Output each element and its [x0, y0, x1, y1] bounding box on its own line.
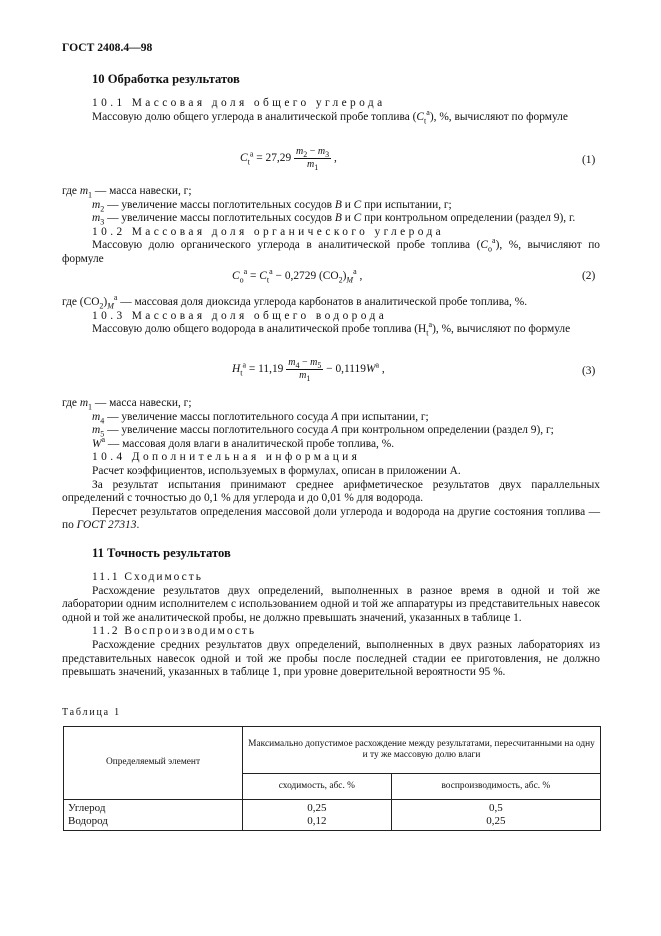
para-11-1-text: Расхождение результатов двух определений, выполненных в разное время в одной и той же лаборатории одним исполнителем с использованием одной и той же аппаратуры из представительных навесок одной и той же аналитической пробы, не должно превышать значений, указанных в таблице 1. — [62, 584, 600, 624]
table-cell-repro: 0,5 — [488, 802, 503, 814]
where-2 — [62, 293, 600, 338]
table-1 — [63, 726, 601, 831]
para-11-2-text: Расхождение средних результатов двух определений, выполненных в двух разных лабораториях из представительных навесок одной и той же пробы после последней стадии ее приготовления, не должно превышать значений, указанных в таблице 1, при уровне доверительной вероятности 95 %. — [62, 638, 600, 679]
where-3-line-3: $m_5$ — увеличение массы поглотительного сосуда A при контрольном определении (раздел 9), г; — [92, 424, 554, 439]
where-1-line-2: $m_2$ — увеличение массы поглотительных сосудов B и C при испытании, г; — [92, 198, 452, 213]
para-11-2-head: 11.2 Воспроизводимость — [92, 625, 257, 638]
table-cell-rep: 0,12 — [307, 815, 327, 827]
table-cell-rep: 0,25 — [307, 802, 327, 814]
where-3-line-2: $m_4$ — увеличение массы поглотительного сосуда A при испытании, г; — [92, 410, 429, 425]
table-cell-element: Водород — [68, 815, 108, 827]
formula-3: $H_t^a = 11,19$ $\frac{m_4 - m_5}{m_1}$ − $0,1119W^a$ , — [232, 357, 385, 383]
where-2-line: где $(CO_2)_M^a$ — массовая доля диоксида углерода карбонатов в аналитической пробе топлива, %. — [62, 293, 528, 311]
where-3 — [62, 397, 600, 533]
para-10-2-text: Массовую долю органического углерода в аналитической пробе топлива $(C_o^a)$, %, вычисляют по формуле — [62, 236, 600, 265]
table-row-repro — [391, 800, 600, 831]
table-header-element: Определяемый элемент — [64, 727, 243, 800]
formula-2-number: (2) — [582, 270, 596, 282]
para-10-4-text-2: За результат испытания принимают среднее арифметическое результатов двух параллельных определений с точностью до 0,1 % для углерода и до 0,01 % для водорода. — [62, 478, 600, 505]
table-caption: Таблица 1 — [62, 707, 121, 718]
where-1 — [62, 185, 600, 267]
where-3-line-1: где $m_1$ — масса навески, г; — [62, 397, 192, 412]
table-cell-element: Углерод — [68, 802, 106, 814]
para-10-4-text-1: Расчет коэффициентов, используемых в формулах, описан в приложении А. — [92, 464, 461, 477]
table-row-elements — [64, 800, 243, 831]
para-10-3-head: 10.3 Массовая доля общего водорода — [92, 309, 388, 322]
para-10-1 — [62, 97, 600, 124]
table-cell-repro: 0,25 — [486, 815, 506, 827]
where-1-line-3: $m_3$ — увеличение массы поглотительных сосудов B и C при контрольном определении (раздел 9), г. — [92, 212, 576, 227]
para-10-2-head: 10.2 Массовая доля органического углерода — [92, 225, 445, 238]
table-header-reproducibility: воспроизводимость, абс. % — [391, 774, 600, 800]
table-header-group: Максимально допустимое расхождение между результатами, пересчитанными на одну и ту же массовую долю влаги — [243, 727, 601, 774]
para-11-1-head: 11.1 Сходимость — [92, 571, 203, 583]
formula-1: $C_t^a = 27,29$ $\frac{m_2 - m_3}{m_1}$ , — [240, 146, 337, 172]
section-11-title: 11 Точность результатов — [92, 546, 231, 560]
para-10-4-head: 10.4 Дополнительная информация — [92, 451, 361, 464]
where-1-line-1: где $m_1$ — масса навески, г; — [62, 185, 192, 200]
where-3-line-4: $W^a$ — массовая доля влаги в аналитической пробе топлива, %. — [92, 434, 395, 450]
para-10-1-text: Массовую долю общего углерода в аналитической пробе топлива $(C_t^a)$, %, вычисляют по формуле — [92, 107, 568, 125]
document-header: ГОСТ 2408.4—98 — [62, 41, 153, 54]
table-header-repeatability: сходимость, абс. % — [243, 774, 392, 800]
formula-2: $C_o^a = C_t^a - 0,2729$ $(CO_2)_M^a$ , — [232, 267, 363, 285]
table-row-rep — [243, 800, 392, 831]
formula-1-number: (1) — [582, 154, 596, 166]
para-10-4-text-3: Пересчет результатов определения массовой доли углерода и водорода на другие состояния топлива — по ГОСТ 27313. — [62, 505, 600, 532]
para-10-1-head: 10.1 Массовая доля общего углерода — [92, 97, 386, 109]
para-10-3-text: Массовую долю общего водорода в аналитической пробе топлива $(H_t^a)$, %, вычисляют по формуле — [92, 320, 571, 338]
section-10-title: 10 Обработка результатов — [92, 72, 240, 86]
section-11-body — [62, 571, 600, 680]
formula-3-number: (3) — [582, 365, 596, 377]
